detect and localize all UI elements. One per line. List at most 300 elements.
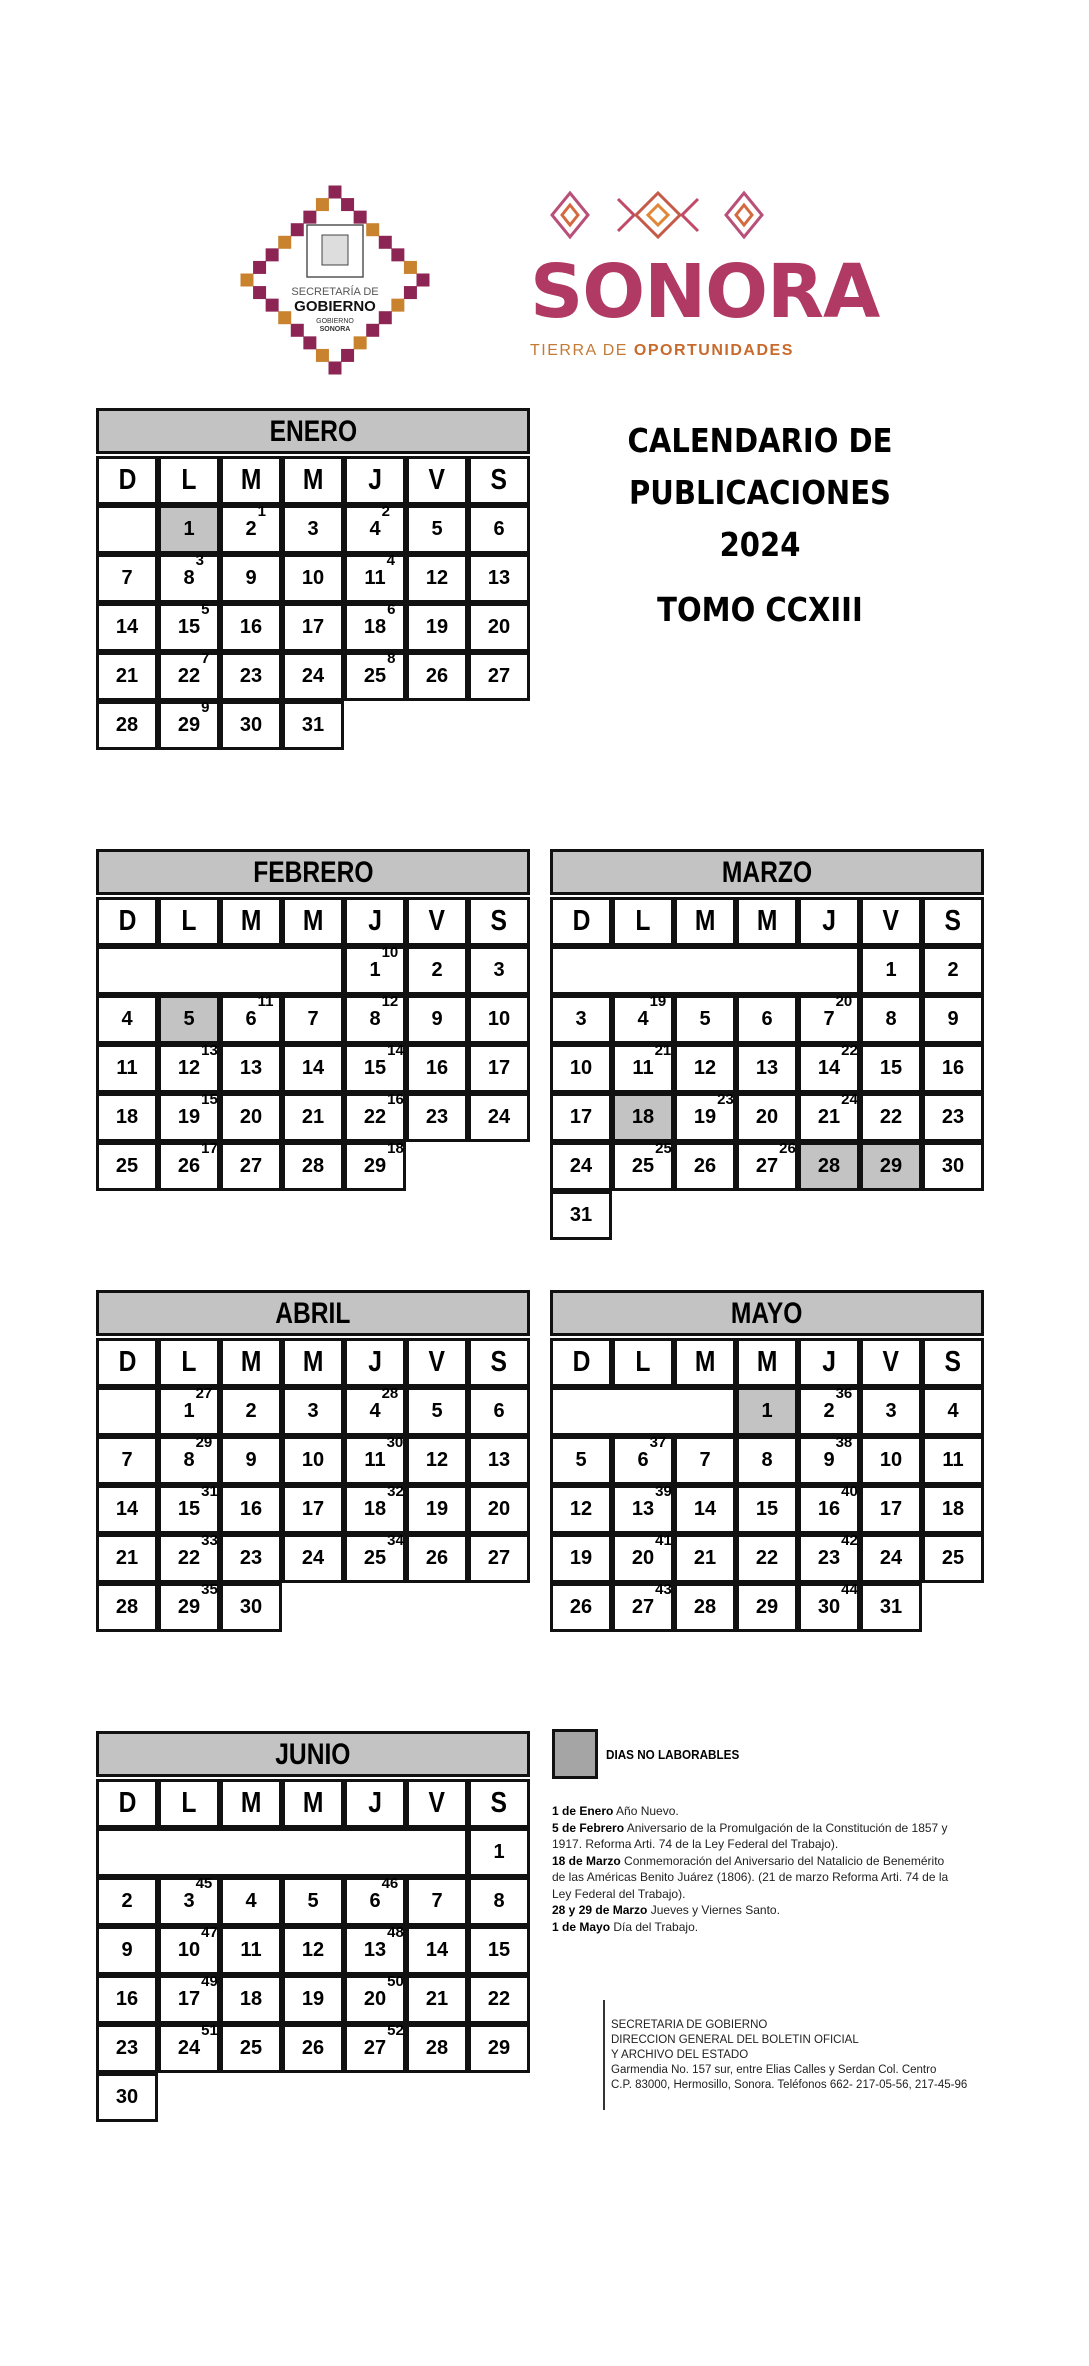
day-cell: 23: [220, 652, 282, 701]
day-cell: 26: [282, 2024, 344, 2073]
day-cell: 25 25: [612, 1142, 674, 1191]
publication-number: 15: [201, 1091, 218, 1108]
publication-number: 23: [717, 1091, 734, 1108]
day-cell: 12: [674, 1044, 736, 1093]
weekday-header: S: [468, 897, 530, 946]
day-cell-holiday: 1: [158, 505, 220, 554]
publication-number: 52: [387, 2022, 404, 2039]
day-cell: 13: [736, 1044, 798, 1093]
weekday-header: D: [96, 897, 158, 946]
publication-number: 22: [841, 1042, 858, 1059]
day-cell: 8 29: [158, 1436, 220, 1485]
publication-number: 24: [841, 1091, 858, 1108]
publication-number: 45: [195, 1875, 213, 1892]
day-cell: 11 4: [344, 554, 406, 603]
day-cell: 25 8: [344, 652, 406, 701]
day-cell: 24: [468, 1093, 530, 1142]
logo-left-line2: GOBIERNO: [294, 298, 376, 315]
day-cell: 7: [96, 1436, 158, 1485]
publication-number: 7: [201, 650, 210, 667]
publication-number: 3: [195, 552, 204, 569]
weekday-header: L: [158, 456, 220, 505]
day-cell: 6 37: [612, 1436, 674, 1485]
day-cell: 18: [220, 1975, 282, 2024]
note-item: [552, 1853, 957, 1903]
weekday-header: S: [468, 1338, 530, 1387]
weekday-header: V: [860, 897, 922, 946]
weekday-header: J: [344, 456, 406, 505]
empty-cell: [96, 505, 158, 554]
day-cell: 16: [220, 1485, 282, 1534]
day-cell: 25: [220, 2024, 282, 2073]
day-cell: 18: [922, 1485, 984, 1534]
day-cell: 3: [468, 946, 530, 995]
day-cell: 24: [282, 1534, 344, 1583]
weekday-header: V: [860, 1338, 922, 1387]
day-cell: 19: [406, 1485, 468, 1534]
weekday-header: V: [406, 1338, 468, 1387]
publisher-address: [603, 2000, 1003, 2110]
sonora-wordmark: [530, 249, 880, 335]
weekday-header: M: [220, 456, 282, 505]
day-cell: 20 50: [344, 1975, 406, 2024]
day-cell: 12: [406, 554, 468, 603]
day-cell: 4: [96, 995, 158, 1044]
day-cell: 10: [860, 1436, 922, 1485]
title-line-2: PUBLICACIONES 2024: [629, 473, 891, 564]
day-cell: 26: [674, 1142, 736, 1191]
day-cell: 22: [860, 1093, 922, 1142]
day-cell: 16: [406, 1044, 468, 1093]
publication-number: 28: [381, 1385, 399, 1402]
day-cell: 18: [96, 1093, 158, 1142]
note-text: Año Nuevo.: [613, 1804, 679, 1818]
day-cell: 20: [468, 603, 530, 652]
publication-number: 39: [655, 1483, 672, 1500]
day-cell: 1: [468, 1828, 530, 1877]
day-cell: 20: [468, 1485, 530, 1534]
weekday-header: D: [96, 1338, 158, 1387]
weekday-header: D: [550, 1338, 612, 1387]
publication-number: 50: [387, 1973, 404, 1990]
note-item: [552, 1803, 957, 1820]
note-date: 5 de Febrero: [552, 1820, 625, 1835]
publication-number: 12: [381, 993, 399, 1010]
logo-left-line4: SONORA: [319, 326, 351, 333]
weekday-header: S: [922, 897, 984, 946]
note-text: Día del Trabajo.: [610, 1919, 699, 1934]
day-cell: 3: [860, 1387, 922, 1436]
day-cell: 5: [674, 995, 736, 1044]
day-cell: 21 24: [798, 1093, 860, 1142]
day-cell-holiday: 18: [612, 1093, 674, 1142]
address-line: SECRETARIA DE GOBIERNO: [611, 2019, 768, 2031]
day-cell: 20: [220, 1093, 282, 1142]
publication-number: 21: [654, 1042, 672, 1059]
weekday-header: M: [220, 1338, 282, 1387]
weekday-header: J: [344, 1338, 406, 1387]
weekday-header: V: [406, 897, 468, 946]
publication-number: 37: [649, 1434, 667, 1451]
publication-number: 10: [381, 944, 399, 961]
calendar-enero: [96, 408, 534, 736]
month-header: ABRIL: [96, 1290, 530, 1336]
day-cell: 25: [922, 1534, 984, 1583]
publication-number: 8: [387, 650, 396, 667]
day-cell: 2 1: [220, 505, 282, 554]
note-item: [552, 1919, 957, 1936]
day-cell: 7: [674, 1436, 736, 1485]
day-cell: 9: [220, 554, 282, 603]
publication-number: 20: [835, 993, 853, 1010]
empty-cell: [550, 1387, 736, 1436]
day-cell: 14: [674, 1485, 736, 1534]
sonora-wordmark-text: SONORA: [530, 249, 880, 335]
day-cell: 15: [736, 1485, 798, 1534]
day-cell: 5: [406, 1387, 468, 1436]
day-cell: 6 46: [344, 1877, 406, 1926]
day-cell: 27 43: [612, 1583, 674, 1632]
day-cell: 28: [406, 2024, 468, 2073]
day-cell: 11 30: [344, 1436, 406, 1485]
day-cell: 4 2: [344, 505, 406, 554]
logo-left-line3: GOBIERNO: [316, 318, 354, 325]
day-cell: 20: [736, 1093, 798, 1142]
day-cell: 26: [550, 1583, 612, 1632]
weekday-header: M: [282, 1338, 344, 1387]
day-cell: 15: [468, 1926, 530, 1975]
day-cell: 23: [922, 1093, 984, 1142]
address-line: C.P. 83000, Hermosillo, Sonora. Teléfonos 662- 217-05-56, 217-45-96: [611, 2079, 968, 2091]
day-cell: 26: [406, 1534, 468, 1583]
empty-cell: [550, 946, 860, 995]
publication-number: 48: [387, 1924, 404, 1941]
publication-number: 43: [655, 1581, 672, 1598]
day-cell: 12: [282, 1926, 344, 1975]
calendar-junio: [96, 1731, 534, 2108]
day-cell: 13: [468, 554, 530, 603]
publication-number: 35: [201, 1581, 218, 1598]
day-cell-holiday: 1: [736, 1387, 798, 1436]
weekday-header: V: [406, 456, 468, 505]
day-cell: 27 26: [736, 1142, 798, 1191]
day-cell: 19 15: [158, 1093, 220, 1142]
weekday-header: M: [220, 897, 282, 946]
day-cell: 8 12: [344, 995, 406, 1044]
publication-number: 46: [381, 1875, 399, 1892]
publication-number: 4: [386, 552, 395, 569]
day-cell: 2: [406, 946, 468, 995]
weekday-header: J: [798, 1338, 860, 1387]
day-cell: 14: [96, 603, 158, 652]
day-cell: 7 20: [798, 995, 860, 1044]
day-cell: 11: [922, 1436, 984, 1485]
day-cell: 23 42: [798, 1534, 860, 1583]
day-cell: 15 14: [344, 1044, 406, 1093]
weekday-header: L: [612, 897, 674, 946]
day-cell: 28: [282, 1142, 344, 1191]
sonora-tagline: [530, 342, 794, 360]
holiday-notes: [552, 1803, 957, 1935]
day-cell: 10: [282, 1436, 344, 1485]
calendar-febrero: [96, 849, 534, 1177]
day-cell: 25 34: [344, 1534, 406, 1583]
day-cell: 9: [922, 995, 984, 1044]
day-cell: 21: [282, 1093, 344, 1142]
month-header: MAYO: [550, 1290, 984, 1336]
day-cell: 29 35: [158, 1583, 220, 1632]
note-date: 1 de Mayo: [552, 1919, 611, 1934]
weekday-header: S: [922, 1338, 984, 1387]
day-cell: 2 36: [798, 1387, 860, 1436]
weekday-header: L: [612, 1338, 674, 1387]
day-cell: 17 49: [158, 1975, 220, 2024]
day-cell: 31: [282, 701, 344, 750]
weekday-header: S: [468, 456, 530, 505]
publication-number: 33: [201, 1532, 218, 1549]
month-header: FEBRERO: [96, 849, 530, 895]
day-cell: 6: [468, 1387, 530, 1436]
day-cell: 22 16: [344, 1093, 406, 1142]
weekday-header: J: [344, 1779, 406, 1828]
day-cell: 4: [922, 1387, 984, 1436]
day-cell: 30: [220, 701, 282, 750]
day-cell-holiday: 29: [860, 1142, 922, 1191]
day-cell: 10: [468, 995, 530, 1044]
day-cell: 22 33: [158, 1534, 220, 1583]
day-cell: 9: [220, 1436, 282, 1485]
weekday-header: D: [96, 1779, 158, 1828]
note-item: [552, 1820, 957, 1853]
day-cell: 10: [550, 1044, 612, 1093]
day-cell: 14 22: [798, 1044, 860, 1093]
day-cell: 16: [922, 1044, 984, 1093]
weekday-header: J: [344, 897, 406, 946]
day-cell: 17: [550, 1093, 612, 1142]
note-date: 1 de Enero: [552, 1804, 614, 1818]
day-cell: 15 5: [158, 603, 220, 652]
day-cell: 21: [406, 1975, 468, 2024]
address-line: Garmendia No. 157 sur, entre Elias Calles y Serdan Col. Centro: [611, 2064, 937, 2076]
day-cell: 14: [282, 1044, 344, 1093]
day-cell: 4 19: [612, 995, 674, 1044]
note-item: [552, 1902, 957, 1919]
day-cell: 12: [406, 1436, 468, 1485]
day-cell: 2: [922, 946, 984, 995]
secretaria-gobierno-logo: [230, 185, 440, 380]
day-cell: 16: [96, 1975, 158, 2024]
day-cell: 22: [736, 1534, 798, 1583]
day-cell: 1 27: [158, 1387, 220, 1436]
day-cell: 27: [220, 1142, 282, 1191]
calendar-abril: [96, 1290, 534, 1618]
weekday-header: M: [736, 897, 798, 946]
day-cell: 27: [468, 1534, 530, 1583]
day-cell: 30: [220, 1583, 282, 1632]
logo-diamond-icon: [230, 185, 440, 380]
day-cell: 3: [282, 1387, 344, 1436]
day-cell: 30: [922, 1142, 984, 1191]
empty-cell: [96, 946, 344, 995]
day-cell: 3: [550, 995, 612, 1044]
day-cell: 5: [550, 1436, 612, 1485]
day-cell: 15 31: [158, 1485, 220, 1534]
weekday-header: M: [282, 456, 344, 505]
weekday-header: M: [282, 1779, 344, 1828]
address-line: DIRECCION GENERAL DEL BOLETIN OFICIAL: [611, 2034, 859, 2046]
month-header: ENERO: [96, 408, 530, 454]
day-cell: 29 9: [158, 701, 220, 750]
empty-cell: [96, 1387, 158, 1436]
weekday-header: M: [674, 897, 736, 946]
day-cell: 21: [674, 1534, 736, 1583]
publication-number: 34: [387, 1532, 404, 1549]
day-cell: 26 17: [158, 1142, 220, 1191]
day-cell: 8: [860, 995, 922, 1044]
day-cell: 19: [406, 603, 468, 652]
day-cell: 29: [736, 1583, 798, 1632]
empty-cell: [96, 1828, 468, 1877]
day-cell: 4: [220, 1877, 282, 1926]
weekday-header: J: [798, 897, 860, 946]
publication-number: 27: [195, 1385, 213, 1402]
day-cell-holiday: 5: [158, 995, 220, 1044]
day-cell: 9: [96, 1926, 158, 1975]
publication-number: 47: [201, 1924, 218, 1941]
day-cell: 7: [406, 1877, 468, 1926]
publication-number: 5: [201, 601, 210, 618]
weekday-header: D: [96, 456, 158, 505]
publication-number: 36: [835, 1385, 853, 1402]
note-text: Conmemoración del Aniversario del Natalicio de Benemérito de las Américas Benito Juárez (1806). (21 de marzo Reforma Arti. 74 de la Ley Federal del Trabajo).: [552, 1853, 949, 1901]
day-cell: 1 10: [344, 946, 406, 995]
day-cell: 10: [282, 554, 344, 603]
day-cell: 28: [674, 1583, 736, 1632]
publication-number: 9: [201, 699, 210, 716]
day-cell: 13 48: [344, 1926, 406, 1975]
publication-number: 49: [201, 1973, 218, 1990]
day-cell: 18 6: [344, 603, 406, 652]
weekday-header: M: [736, 1338, 798, 1387]
day-cell: 2: [220, 1387, 282, 1436]
day-cell: 24: [550, 1142, 612, 1191]
day-cell: 22: [468, 1975, 530, 2024]
day-cell: 17: [282, 1485, 344, 1534]
day-cell: 14: [406, 1926, 468, 1975]
day-cell: 28: [96, 701, 158, 750]
day-cell: 6: [468, 505, 530, 554]
day-cell: 17: [860, 1485, 922, 1534]
day-cell: 2: [96, 1877, 158, 1926]
day-cell: 28: [96, 1583, 158, 1632]
day-cell: 23: [406, 1093, 468, 1142]
day-cell: 24: [282, 652, 344, 701]
day-cell: 7: [96, 554, 158, 603]
note-text: Aniversario de la Promulgación de la Constitución de 1857 y 1917. Reforma Arti. 74 de la Ley Federal del Trabajo).: [552, 1820, 948, 1851]
day-cell: 30 44: [798, 1583, 860, 1632]
day-cell: 19: [550, 1534, 612, 1583]
day-cell: 3: [282, 505, 344, 554]
day-cell: 21: [96, 1534, 158, 1583]
weekday-header: M: [282, 897, 344, 946]
day-cell: 9 38: [798, 1436, 860, 1485]
day-cell: 12: [550, 1485, 612, 1534]
weekday-header: L: [158, 1779, 220, 1828]
publication-number: 38: [835, 1434, 853, 1451]
day-cell: 23: [96, 2024, 158, 2073]
day-cell: 29: [468, 2024, 530, 2073]
publication-number: 30: [386, 1434, 404, 1451]
day-cell: 6 11: [220, 995, 282, 1044]
day-cell: 17: [468, 1044, 530, 1093]
day-cell: 18 32: [344, 1485, 406, 1534]
day-cell: 11: [220, 1926, 282, 1975]
day-cell: 3 45: [158, 1877, 220, 1926]
day-cell: 6: [736, 995, 798, 1044]
publication-number: 13: [201, 1042, 218, 1059]
note-date: 18 de Marzo: [552, 1853, 621, 1868]
day-cell: 9: [406, 995, 468, 1044]
day-cell: 14: [96, 1485, 158, 1534]
publication-number: 40: [841, 1483, 858, 1500]
publication-number: 6: [387, 601, 396, 618]
day-cell: 19 23: [674, 1093, 736, 1142]
day-cell: 27 52: [344, 2024, 406, 2073]
tomo-label: TOMO CCXIII: [657, 590, 863, 629]
publication-number: 19: [649, 993, 667, 1010]
day-cell: 29 18: [344, 1142, 406, 1191]
publication-number: 18: [387, 1140, 404, 1157]
calendar-marzo: [550, 849, 988, 1226]
weekday-header: M: [220, 1779, 282, 1828]
day-cell: 11 21: [612, 1044, 674, 1093]
logo-left-line1: SECRETARÍA DE: [291, 286, 379, 298]
day-cell: 8 3: [158, 554, 220, 603]
publication-number: 17: [201, 1140, 218, 1157]
publication-number: 14: [387, 1042, 404, 1059]
day-cell: 22 7: [158, 652, 220, 701]
day-cell: 5: [406, 505, 468, 554]
day-cell: 8: [468, 1877, 530, 1926]
note-date: 28 y 29 de Marzo: [552, 1903, 648, 1917]
month-header: JUNIO: [96, 1731, 530, 1777]
calendar-mayo: [550, 1290, 988, 1618]
day-cell: 23: [220, 1534, 282, 1583]
publication-number: 31: [201, 1483, 218, 1500]
day-cell: 11: [96, 1044, 158, 1093]
publication-number: 16: [387, 1091, 404, 1108]
publication-number: 32: [387, 1483, 404, 1500]
day-cell: 20 41: [612, 1534, 674, 1583]
day-cell: 7: [282, 995, 344, 1044]
day-cell: 27: [468, 652, 530, 701]
day-cell: 30: [96, 2073, 158, 2122]
legend-swatch: [552, 1729, 598, 1779]
weekday-header: V: [406, 1779, 468, 1828]
note-text: Jueves y Viernes Santo.: [647, 1903, 780, 1917]
day-cell: 26: [406, 652, 468, 701]
title-line-1: CALENDARIO DE: [627, 421, 893, 460]
day-cell: 19: [282, 1975, 344, 2024]
day-cell: 21: [96, 652, 158, 701]
day-cell-holiday: 28: [798, 1142, 860, 1191]
document-title: [588, 415, 931, 571]
publication-number: 42: [841, 1532, 858, 1549]
day-cell: 25: [96, 1142, 158, 1191]
day-cell: 17: [282, 603, 344, 652]
publication-number: 29: [195, 1434, 213, 1451]
month-header: MARZO: [550, 849, 984, 895]
